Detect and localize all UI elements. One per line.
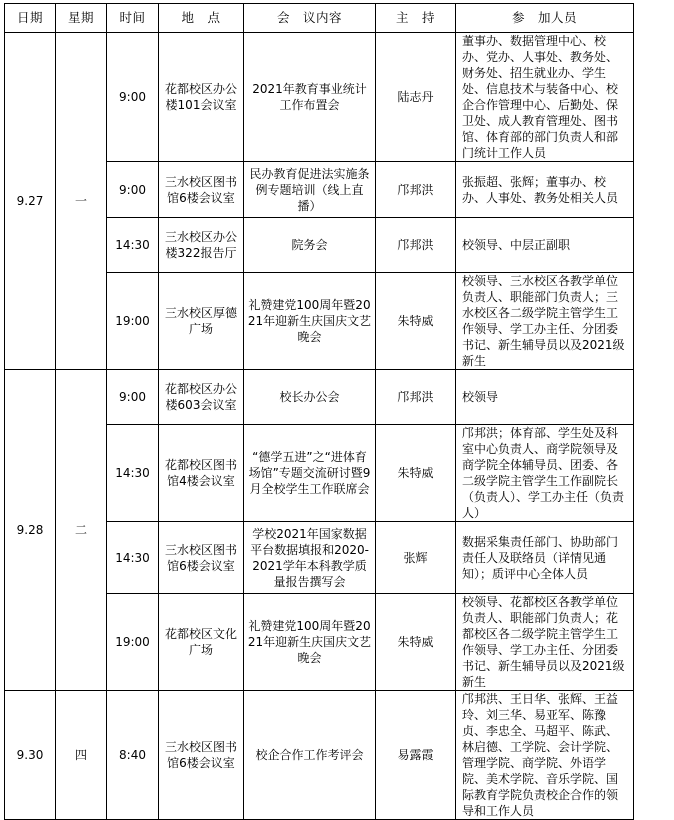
topic-cell: 民办教育促进法实施条例专题培训（线上直播） [244,162,376,218]
time-cell: 14:30 [107,425,159,522]
host-cell: 邝邦洪 [376,218,456,273]
header-host: 主 持 [376,4,456,33]
meeting-schedule-table [4,3,634,820]
table-row [5,33,634,162]
attendees-cell: 张振超、张辉；董事办、校办、人事处、教务处相关人员 [456,162,634,218]
topic-cell: 校长办公会 [244,370,376,425]
attendees-cell: 校领导、三水校区各教学单位负责人、职能部门负责人；三水校区各二级学院主管学生工作领导、学工办主任、分团委书记、新生辅导员以及2021级新生 [456,273,634,370]
time-cell: 14:30 [107,218,159,273]
time-cell: 9:00 [107,33,159,162]
attendees-cell: 数据采集责任部门、协助部门责任人及联络员（详情见通知）；质评中心全体人员 [456,522,634,594]
time-cell: 14:30 [107,522,159,594]
attendees-cell: 校领导、花都校区各教学单位负责人、职能部门负责人；花都校区各二级学院主管学生工作领导、学工办主任、分团委书记、新生辅导员以及2021级新生 [456,594,634,691]
topic-cell: 学校2021年国家数据平台数据填报和2020-2021学年本科教学质量报告撰写会 [244,522,376,594]
host-cell: 朱特威 [376,594,456,691]
attendees-cell: 邝邦洪、王日华、张辉、王益玲、刘三华、易亚军、陈豫贞、李忠全、马超平、陈武、林启德、工学院、会计学院、管理学院、商学院、外语学院、美术学院、音乐学院、国际教育学院负责校企合作的领导和工作人员 [456,691,634,820]
attendees-cell: 邝邦洪；体育部、学生处及科室中心负责人、商学院领导及商学院全体辅导员、团委、各二级学院主管学生工作副院长（负责人）、学工办主任（负责人） [456,425,634,522]
location-cell: 三水校区办公楼322报告厅 [159,218,244,273]
location-cell: 三水校区图书馆6楼会议室 [159,522,244,594]
weekday-cell: 二 [56,370,107,691]
time-cell: 8:40 [107,691,159,820]
location-cell: 三水校区图书馆6楼会议室 [159,691,244,820]
location-cell: 三水校区图书馆6楼会议室 [159,162,244,218]
host-cell: 朱特威 [376,425,456,522]
topic-cell: 礼赞建党100周年暨2021年迎新生庆国庆文艺晚会 [244,273,376,370]
time-cell: 9:00 [107,162,159,218]
header-location: 地 点 [159,4,244,33]
topic-cell: 2021年教育事业统计工作布置会 [244,33,376,162]
attendees-cell: 校领导 [456,370,634,425]
header-topic: 会 议内容 [244,4,376,33]
header-date: 日期 [5,4,56,33]
host-cell: 邝邦洪 [376,370,456,425]
date-cell: 9.27 [5,33,56,370]
location-cell: 三水校区厚德广场 [159,273,244,370]
topic-cell: 礼赞建党100周年暨2021年迎新生庆国庆文艺晚会 [244,594,376,691]
header-weekday: 星期 [56,4,107,33]
host-cell: 张辉 [376,522,456,594]
topic-cell: 院务会 [244,218,376,273]
header-row [5,4,634,33]
weekday-cell: 四 [56,691,107,820]
host-cell: 易露霞 [376,691,456,820]
host-cell: 朱特威 [376,273,456,370]
attendees-cell: 校领导、中层正副职 [456,218,634,273]
location-cell: 花都校区办公楼603会议室 [159,370,244,425]
date-cell: 9.28 [5,370,56,691]
weekday-cell: 一 [56,33,107,370]
table-row [5,691,634,820]
location-cell: 花都校区文化广场 [159,594,244,691]
host-cell: 邝邦洪 [376,162,456,218]
location-cell: 花都校区办公楼101会议室 [159,33,244,162]
header-time: 时间 [107,4,159,33]
topic-cell: 校企合作工作考评会 [244,691,376,820]
location-cell: 花都校区图书馆4楼会议室 [159,425,244,522]
time-cell: 9:00 [107,370,159,425]
header-attendees: 参 加人员 [456,4,634,33]
attendees-cell: 董事办、数据管理中心、校办、党办、人事处、教务处、财务处、招生就业办、学生处、信息技术与装备中心、校企合作管理中心、后勤处、保卫处、成人教育管理处、图书馆、体育部的部门负责人和部门统计工作人员 [456,33,634,162]
topic-cell: “德学五进”之“进体育场馆”专题交流研讨暨9月全校学生工作联席会 [244,425,376,522]
date-cell: 9.30 [5,691,56,820]
host-cell: 陆志丹 [376,33,456,162]
time-cell: 19:00 [107,273,159,370]
time-cell: 19:00 [107,594,159,691]
table-row [5,370,634,425]
